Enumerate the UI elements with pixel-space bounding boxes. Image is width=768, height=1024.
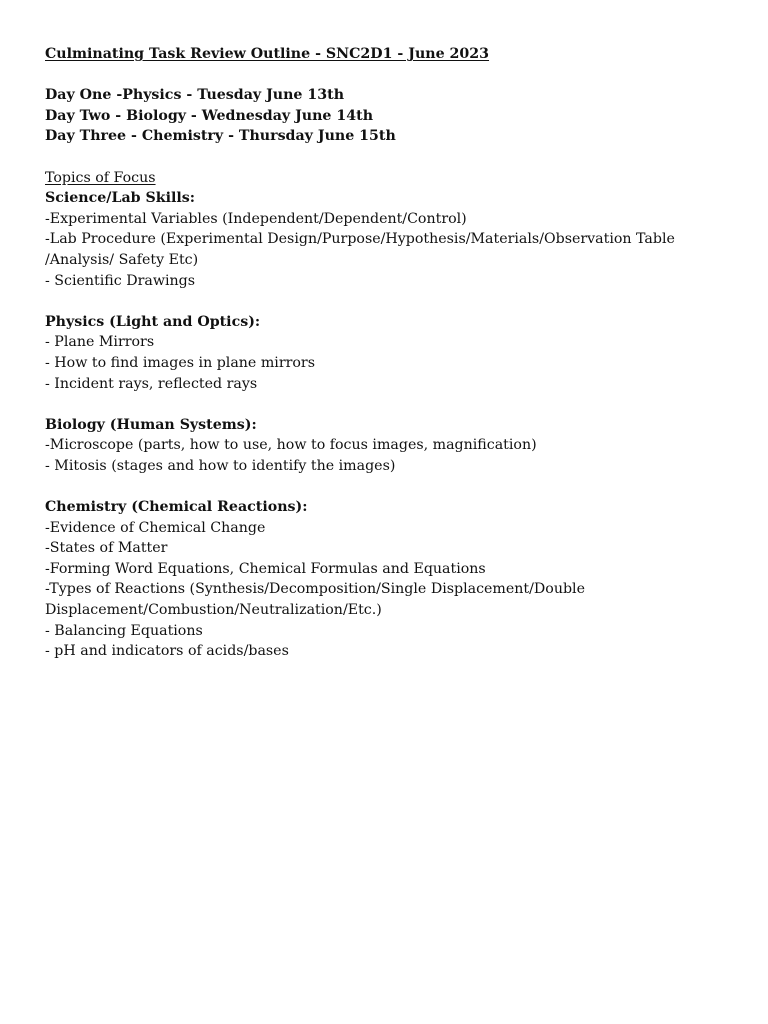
spacer: [45, 147, 735, 168]
document-title: Culminating Task Review Outline - SNC2D1 - June 2023: [45, 46, 490, 62]
schedule-block: [45, 85, 735, 147]
spacer: [45, 394, 735, 415]
schedule-day-one: Day One -Physics - Tuesday June 13th: [45, 87, 345, 104]
list-item: - pH and indicators of acids/bases: [45, 643, 289, 660]
section-heading: Physics (Light and Optics):: [45, 313, 261, 330]
schedule-day-three: Day Three - Chemistry - Thursday June 15th: [45, 128, 396, 145]
section-heading: Biology (Human Systems):: [45, 416, 257, 433]
list-item: - Mitosis (stages and how to identify the images): [45, 457, 396, 474]
section-heading: Chemistry (Chemical Reactions):: [45, 499, 308, 516]
spacer: [45, 291, 735, 312]
section-heading: Science/Lab Skills:: [45, 190, 195, 207]
list-item: - Plane Mirrors: [45, 334, 155, 351]
schedule-day-two: Day Two - Biology - Wednesday June 14th: [45, 107, 374, 124]
section-physics: [45, 312, 735, 394]
topics-heading: Topics of Focus: [45, 169, 156, 186]
list-item: -Evidence of Chemical Change: [45, 519, 266, 536]
spacer: [45, 476, 735, 497]
section-lab-skills: [45, 188, 735, 291]
list-item: - How to find images in plane mirrors: [45, 354, 315, 371]
section-chemistry: [45, 497, 735, 662]
list-item: -Forming Word Equations, Chemical Formulas and Equations: [45, 560, 486, 577]
list-item: -Types of Reactions (Synthesis/Decomposition/Single Displacement/Double Displacement/Combustion/Neutralization/Etc.): [45, 581, 590, 619]
list-item: -Experimental Variables (Independent/Dependent/Control): [45, 210, 467, 227]
list-item: - Scientific Drawings: [45, 272, 195, 289]
list-item: -Lab Procedure (Experimental Design/Purpose/Hypothesis/Materials/Observation Table /Analysis/ Safety Etc): [45, 231, 680, 268]
list-item: - Incident rays, reflected rays: [45, 375, 258, 392]
list-item: -Microscope (parts, how to use, how to focus images, magnification): [45, 437, 537, 454]
list-item: -States of Matter: [45, 540, 168, 557]
spacer: [45, 65, 735, 86]
list-item: - Balancing Equations: [45, 622, 203, 639]
section-biology: [45, 415, 735, 477]
document-page: [45, 44, 735, 662]
